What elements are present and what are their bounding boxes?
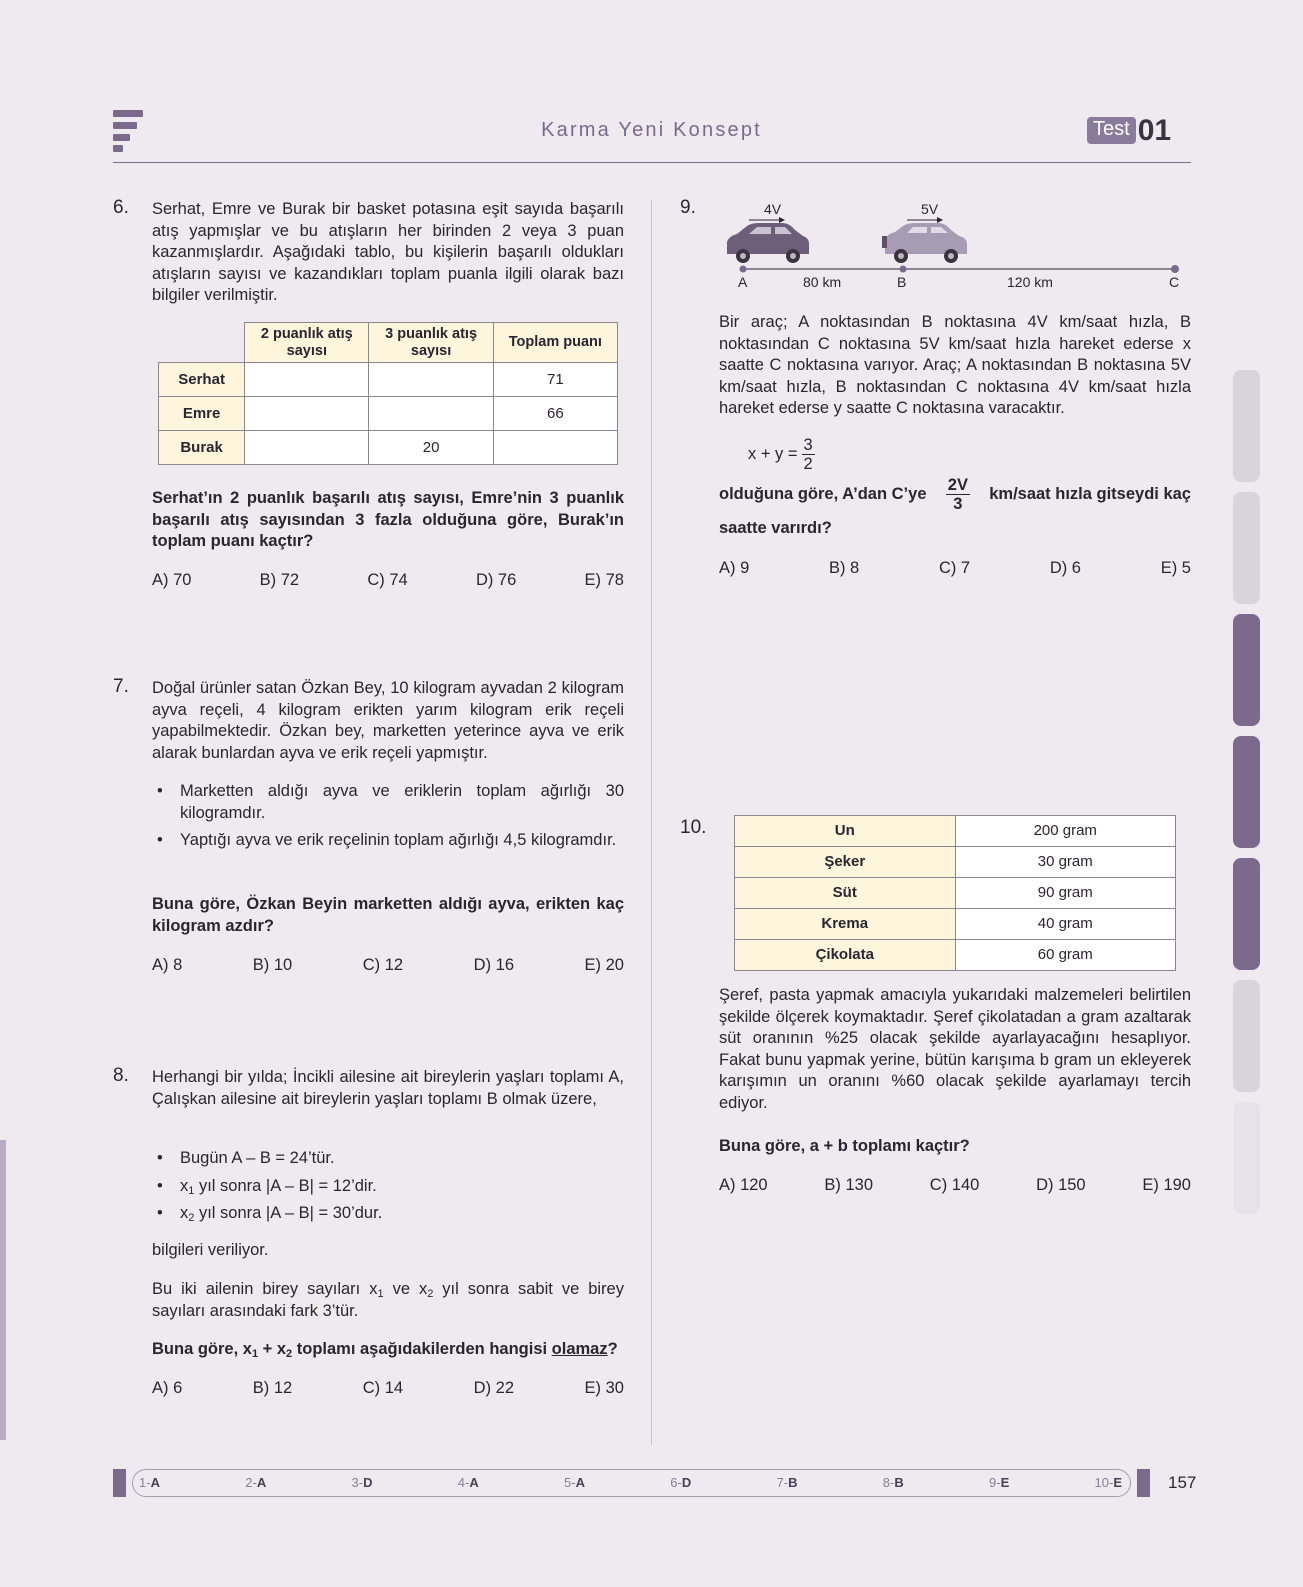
q9-number: 9. — [680, 197, 696, 218]
spine-decoration — [0, 1140, 6, 1440]
side-tab[interactable] — [1233, 370, 1260, 482]
answer-key-item: 9-E — [989, 1475, 1010, 1491]
q7-number: 7. — [113, 676, 129, 697]
answer-key-item: 10-E — [1094, 1475, 1122, 1491]
q6-number: 6. — [113, 197, 129, 218]
ingredient-amount: 200 gram — [955, 816, 1176, 847]
ingredient-amount: 30 gram — [955, 847, 1176, 878]
q7-choice-b[interactable]: B) 10 — [252, 956, 293, 974]
q6-cell — [369, 397, 493, 431]
ingredient-name: Çikolata — [735, 940, 956, 971]
q9-choice-d[interactable]: D) 6 — [1049, 559, 1081, 577]
arrowhead-icon — [937, 217, 943, 223]
q6-cell — [245, 363, 369, 397]
answer-key-bar — [132, 1469, 1131, 1497]
q6-cell: 66 — [493, 397, 617, 431]
answer-key-item: 4-A — [457, 1475, 479, 1491]
q9-question-line1: olduğuna göre, A’dan C’ye $\frac{2V}{3}$ km/saat hızla gitseydi kaç — [719, 476, 1191, 513]
point-c-dot — [1171, 265, 1179, 273]
speed-label-1: 4V — [764, 201, 782, 217]
side-tab[interactable] — [1233, 1102, 1260, 1214]
q6-cell — [369, 363, 493, 397]
q8-text2: Bu iki ailenin birey sayıları $x_1$ ve $x_2$ yıl sonra sabit ve birey sayıları arasındaki fark 3’tür. — [152, 1280, 624, 1320]
q10-choice-c[interactable]: C) 140 — [929, 1176, 980, 1194]
q10-choices — [719, 1175, 1191, 1197]
ingredient-amount: 90 gram — [955, 878, 1176, 909]
q9-figure — [725, 196, 1185, 294]
car-icon-light — [882, 223, 967, 263]
q9-choice-e[interactable]: E) 5 — [1160, 559, 1191, 577]
q10-choice-d[interactable]: D) 150 — [1036, 1176, 1086, 1194]
ingredient-amount: 40 gram — [955, 909, 1176, 940]
q9-equation: x + y = $\frac{3}{2}$ — [748, 436, 813, 473]
q6-header-three: 3 puanlık atış sayısı — [369, 323, 493, 363]
header-rule — [113, 162, 1191, 163]
q6-header-two: 2 puanlık atış sayısı — [245, 323, 369, 363]
point-b-label: B — [897, 274, 907, 290]
arrowhead-icon — [779, 217, 785, 223]
ingredient-amount: 60 gram — [955, 940, 1176, 971]
q8-choice-b[interactable]: B) 12 — [252, 1379, 293, 1397]
side-tab[interactable] — [1233, 614, 1260, 726]
ingredient-name: Un — [735, 816, 956, 847]
q6-choice-a[interactable]: A) 70 — [152, 571, 192, 589]
q6-cell — [245, 431, 369, 465]
q8-bullet: • $x_2$ yıl sonra |A – B| = 30’dur. — [152, 1203, 624, 1225]
q8-choice-d[interactable]: D) 22 — [473, 1379, 515, 1397]
q7-choices — [152, 955, 624, 977]
q7-bullets — [152, 781, 624, 858]
q6-choice-c[interactable]: C) 74 — [367, 571, 408, 589]
point-a-dot — [740, 266, 747, 273]
page-number: 157 — [1168, 1473, 1197, 1492]
q6-header-total: Toplam puanı — [493, 323, 617, 363]
side-tab[interactable] — [1233, 736, 1260, 848]
answer-key-item: 8-B — [882, 1475, 904, 1491]
q9-choice-b[interactable]: B) 8 — [828, 559, 860, 577]
dist-2-label: 120 km — [1007, 274, 1053, 290]
test-label: Test — [1087, 117, 1136, 144]
q9-choice-a[interactable]: A) 9 — [719, 559, 750, 577]
test-badge — [1087, 113, 1172, 147]
q10-choice-e[interactable]: E) 190 — [1142, 1176, 1191, 1194]
q6-row-name: Serhat — [159, 363, 245, 397]
q7-bullet: • Yaptığı ayva ve erik reçelinin toplam ağırlığı 4,5 kilogramdır. — [152, 830, 624, 852]
ingredient-name: Süt — [735, 878, 956, 909]
test-number: 01 — [1137, 113, 1172, 147]
side-tab[interactable] — [1233, 980, 1260, 1092]
q8-choices — [152, 1378, 624, 1400]
answer-key-item: 1-A — [139, 1475, 160, 1491]
q6-choices — [152, 570, 624, 592]
point-a-label: A — [738, 274, 748, 290]
q6-table — [158, 322, 618, 465]
q8-choice-a[interactable]: A) 6 — [152, 1379, 183, 1397]
q6-cell: 71 — [493, 363, 617, 397]
column-divider — [651, 200, 652, 1445]
q8-bullet: • Bugün A – B = 24’tür. — [152, 1148, 624, 1170]
q8-number: 8. — [113, 1065, 129, 1086]
q8-text: Herhangi bir yılda; İncikli ailesine ait bireylerin yaşları toplamı A, Çalışkan ailesine ait bireylerin yaşları toplamı B olmak üzere, — [152, 1068, 624, 1108]
q9-text: Bir araç; A noktasından B noktasına 4V km/saat hızla, B noktasından C noktasına 5V km/saat hızla hareket ederse x saatte C noktasına varıyor. Araç; A noktasından B noktasına 5V km/saat hızla, B noktasından C noktasına 4V km/saat hızla hareket ederse y saatte C noktasına varacaktır. — [719, 313, 1191, 417]
q10-number: 10. — [680, 817, 707, 838]
q9-question-line2: saatte varırdı? — [719, 519, 832, 537]
side-tab[interactable] — [1233, 858, 1260, 970]
answer-key-item: 5-A — [564, 1475, 585, 1491]
q7-text: Doğal ürünler satan Özkan Bey, 10 kilogram ayvadan 2 kilogram ayva reçeli, 4 kilogram erikten yarım kilogram erik reçeli yapabilmektedir. Özkan bey, marketten yeterince ayva ve erik alarak bunlardan ayva ve erik reçeli yapmıştır. — [152, 679, 624, 762]
header-title: Karma Yeni Konsept — [541, 119, 762, 141]
q7-bullet: • Marketten aldığı ayva ve eriklerin toplam ağırlığı 30 kilogramdır. — [152, 781, 624, 824]
q6-choice-e[interactable]: E) 78 — [584, 571, 624, 589]
q6-text: Serhat, Emre ve Burak bir basket potasına eşit sayıda başarılı atış yapmışlar ve bu atışların her birinden 2 veya 3 puan kazanmışlardır. Aşağıdaki tablo, bu kişilerin başarılı oldukları atışların sayısı ve kazandıkları toplam puanla ilgili olarak bazı bilgiler verilmiştir. — [152, 200, 624, 304]
q8-choice-c[interactable]: C) 14 — [362, 1379, 404, 1397]
q6-choice-b[interactable]: B) 72 — [259, 571, 300, 589]
q10-question: Buna göre, a + b toplamı kaçtır? — [719, 1137, 970, 1155]
ingredient-name: Krema — [735, 909, 956, 940]
dist-1-label: 80 km — [803, 274, 842, 290]
q7-choice-a[interactable]: A) 8 — [152, 956, 183, 974]
answer-key-item: 7-B — [776, 1475, 798, 1491]
q8-choice-e[interactable]: E) 30 — [584, 1379, 624, 1397]
q9-choice-c[interactable]: C) 7 — [938, 559, 971, 577]
answer-key-item: 3-D — [351, 1475, 373, 1491]
q10-table — [734, 815, 1176, 971]
q7-choice-c[interactable]: C) 12 — [362, 956, 404, 974]
q6-cell — [245, 397, 369, 431]
q8-bullets — [152, 1148, 624, 1231]
q10-text: Şeref, pasta yapmak amacıyla yukarıdaki malzemeleri belirtilen şekilde ölçerek koymaktadır. Şeref çikolatadan a gram azaltarak süt oranının %25 olacak şekilde ayarlayacağını hesaplıyor. Fakat bunu yapmak yerine, bütün karışıma b gram un ekleyerek karışımın un oranını %60 olacak şekilde ayarlamayı tercih ediyor. — [719, 986, 1191, 1112]
q9-choices — [719, 558, 1191, 580]
speed-label-2: 5V — [921, 201, 939, 217]
q6-row-name: Emre — [159, 397, 245, 431]
ingredient-name: Şeker — [735, 847, 956, 878]
q6-cell: 20 — [369, 431, 493, 465]
side-tab[interactable] — [1233, 492, 1260, 604]
point-c-label: C — [1169, 274, 1180, 290]
q6-question: Serhat’ın 2 puanlık başarılı atış sayısı, Emre’nin 3 puanlık başarılı atış sayısından 3 fazla olduğuna göre, Burak’ın toplam puanı kaçtır? — [152, 489, 624, 550]
q8-info: bilgileri veriliyor. — [152, 1241, 269, 1259]
car-icon-dark — [727, 223, 809, 263]
q10-choice-a[interactable]: A) 120 — [719, 1176, 768, 1194]
answer-key-item: 2-A — [245, 1475, 267, 1491]
point-b-dot — [900, 266, 907, 273]
q6-cell — [493, 431, 617, 465]
q7-choice-d[interactable]: D) 16 — [473, 956, 515, 974]
q8-question: Buna göre, $x_1 + x_2$ toplamı aşağıdakilerden hangisi olamaz? — [152, 1340, 618, 1360]
answer-bar-left-block — [113, 1469, 126, 1497]
q6-choice-d[interactable]: D) 76 — [475, 571, 517, 589]
q10-choice-b[interactable]: B) 130 — [824, 1176, 874, 1194]
q6-row-name: Burak — [159, 431, 245, 465]
answer-key-item: 6-D — [670, 1475, 692, 1491]
q7-choice-e[interactable]: E) 20 — [584, 956, 624, 974]
q8-bullet: • $x_1$ yıl sonra |A – B| = 12’dir. — [152, 1176, 624, 1198]
answer-bar-right-block — [1137, 1469, 1150, 1497]
q7-question: Buna göre, Özkan Beyin marketten aldığı ayva, erikten kaç kilogram azdır? — [152, 895, 624, 935]
